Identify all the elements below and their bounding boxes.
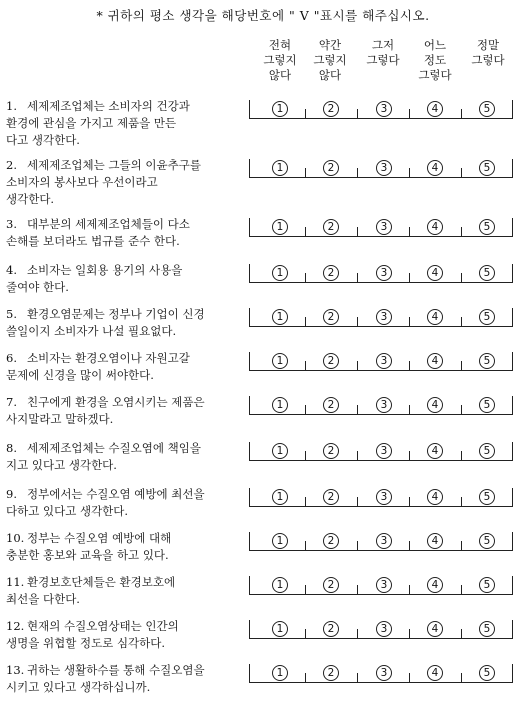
scale-tick bbox=[409, 673, 410, 682]
response-scale bbox=[249, 442, 513, 461]
question-text bbox=[6, 394, 250, 428]
question-text bbox=[6, 618, 250, 652]
option-circle-1[interactable]: 1 bbox=[272, 489, 288, 505]
option-circle-2[interactable]: 2 bbox=[323, 160, 339, 176]
question-text bbox=[6, 262, 250, 296]
question-number: 9. bbox=[6, 487, 17, 501]
option-circle-3[interactable]: 3 bbox=[376, 443, 392, 459]
scale-tick bbox=[409, 451, 410, 460]
scale-tick bbox=[409, 497, 410, 506]
question-row bbox=[0, 306, 526, 350]
option-circle-3[interactable]: 3 bbox=[376, 489, 392, 505]
question-body: 대부분의 세제제조업체들이 다소 손해를 보더라도 법규를 준수 한다. bbox=[6, 217, 190, 248]
response-scale bbox=[249, 664, 513, 683]
question-number: 7. bbox=[6, 395, 17, 409]
scale-tick bbox=[357, 227, 358, 236]
option-circle-4[interactable]: 4 bbox=[427, 577, 443, 593]
scale-tick bbox=[305, 405, 306, 414]
scale-tick bbox=[357, 317, 358, 326]
scale-tick bbox=[305, 273, 306, 282]
scale-header-row bbox=[0, 38, 526, 88]
question-number: 12. bbox=[6, 619, 25, 633]
question-row bbox=[0, 530, 526, 574]
question-number: 3. bbox=[6, 217, 17, 231]
scale-tick bbox=[461, 227, 462, 236]
scale-tick bbox=[461, 168, 462, 177]
response-scale bbox=[249, 352, 513, 371]
option-circle-4[interactable]: 4 bbox=[427, 353, 443, 369]
scale-tick bbox=[357, 168, 358, 177]
option-circle-2[interactable]: 2 bbox=[323, 533, 339, 549]
scale-tick bbox=[305, 541, 306, 550]
option-circle-3[interactable]: 3 bbox=[376, 309, 392, 325]
question-body: 환경오염문제는 정부나 기업이 신경 쓸일이지 소비자가 나설 필요없다. bbox=[6, 307, 205, 338]
response-scale bbox=[249, 159, 513, 178]
option-circle-5[interactable]: 5 bbox=[479, 160, 495, 176]
scale-tick bbox=[357, 497, 358, 506]
option-circle-3[interactable]: 3 bbox=[376, 265, 392, 281]
question-body: 친구에게 환경을 오염시키는 제품은 사지말라고 말하겠다. bbox=[6, 395, 205, 426]
option-circle-3[interactable]: 3 bbox=[376, 397, 392, 413]
option-circle-2[interactable]: 2 bbox=[323, 101, 339, 117]
option-circle-5[interactable]: 5 bbox=[479, 101, 495, 117]
question-body: 세제제조업체는 소비자의 건강과 환경에 관심을 가지고 제품을 만든 다고 생각한다. bbox=[6, 99, 190, 147]
question-text bbox=[6, 98, 250, 149]
question-body: 현재의 수질오염상태는 인간의 생명을 위협할 정도로 심각하다. bbox=[6, 619, 179, 650]
scale-tick bbox=[357, 361, 358, 370]
option-circle-1[interactable]: 1 bbox=[272, 353, 288, 369]
option-circle-5[interactable]: 5 bbox=[479, 397, 495, 413]
question-number: 8. bbox=[6, 441, 17, 455]
question-body: 소비자는 일회용 용기의 사용을 줄여야 한다. bbox=[6, 263, 183, 294]
question-text bbox=[6, 350, 250, 384]
scale-tick bbox=[461, 317, 462, 326]
option-circle-5[interactable]: 5 bbox=[479, 265, 495, 281]
option-circle-4[interactable]: 4 bbox=[427, 309, 443, 325]
scale-tick bbox=[461, 497, 462, 506]
question-row bbox=[0, 157, 526, 206]
option-circle-3[interactable]: 3 bbox=[376, 160, 392, 176]
question-number: 11. bbox=[6, 575, 25, 589]
option-circle-1[interactable]: 1 bbox=[272, 665, 288, 681]
question-body: 귀하는 생활하수를 통해 수질오염을 시키고 있다고 생각하십니까. bbox=[6, 663, 205, 694]
option-circle-5[interactable]: 5 bbox=[479, 621, 495, 637]
question-text bbox=[6, 574, 250, 608]
scale-header-2: 약간 그렇지 않다 bbox=[313, 38, 347, 82]
option-circle-4[interactable]: 4 bbox=[427, 665, 443, 681]
question-number: 10. bbox=[6, 531, 25, 545]
scale-tick bbox=[357, 273, 358, 282]
question-row bbox=[0, 486, 526, 530]
question-text bbox=[6, 486, 250, 520]
scale-tick bbox=[305, 585, 306, 594]
scale-tick bbox=[461, 405, 462, 414]
scale-tick bbox=[461, 273, 462, 282]
option-circle-4[interactable]: 4 bbox=[427, 397, 443, 413]
scale-tick bbox=[409, 585, 410, 594]
scale-tick bbox=[305, 497, 306, 506]
question-body: 소비자는 환경오염이나 자원고갈 문제에 신경을 많이 써야한다. bbox=[6, 351, 190, 382]
scale-tick bbox=[305, 109, 306, 118]
option-circle-1[interactable]: 1 bbox=[272, 533, 288, 549]
scale-tick bbox=[305, 629, 306, 638]
option-circle-1[interactable]: 1 bbox=[272, 397, 288, 413]
scale-header-3: 그저 그렇다 bbox=[366, 38, 400, 67]
scale-tick bbox=[409, 227, 410, 236]
option-circle-4[interactable]: 4 bbox=[427, 160, 443, 176]
response-scale bbox=[249, 264, 513, 283]
option-circle-1[interactable]: 1 bbox=[272, 577, 288, 593]
scale-tick bbox=[357, 541, 358, 550]
option-circle-2[interactable]: 2 bbox=[323, 621, 339, 637]
scale-tick bbox=[409, 629, 410, 638]
scale-tick bbox=[409, 273, 410, 282]
question-row bbox=[0, 662, 526, 706]
question-row bbox=[0, 216, 526, 260]
scale-tick bbox=[357, 451, 358, 460]
scale-tick bbox=[305, 227, 306, 236]
question-body: 세제제조업체는 수질오염에 책임을 지고 있다고 생각한다. bbox=[6, 441, 201, 472]
question-row bbox=[0, 618, 526, 662]
scale-tick bbox=[305, 168, 306, 177]
option-circle-4[interactable]: 4 bbox=[427, 265, 443, 281]
question-number: 2. bbox=[6, 158, 17, 172]
scale-tick bbox=[409, 109, 410, 118]
response-scale bbox=[249, 620, 513, 639]
response-scale bbox=[249, 576, 513, 595]
scale-tick bbox=[305, 317, 306, 326]
question-row bbox=[0, 350, 526, 394]
option-circle-1[interactable]: 1 bbox=[272, 265, 288, 281]
question-body: 환경보호단체들은 환경보호에 최선을 다한다. bbox=[6, 575, 176, 606]
response-scale bbox=[249, 218, 513, 237]
response-scale bbox=[249, 100, 513, 119]
scale-tick bbox=[461, 109, 462, 118]
question-number: 5. bbox=[6, 307, 17, 321]
question-text bbox=[6, 530, 250, 564]
scale-tick bbox=[305, 451, 306, 460]
question-number: 1. bbox=[6, 99, 17, 113]
option-circle-4[interactable]: 4 bbox=[427, 443, 443, 459]
option-circle-2[interactable]: 2 bbox=[323, 309, 339, 325]
question-number: 6. bbox=[6, 351, 17, 365]
question-body: 정부는 수질오염 예방에 대해 충분한 홍보와 교육을 하고 있다. bbox=[6, 531, 172, 562]
question-number: 13. bbox=[6, 663, 25, 677]
question-text bbox=[6, 157, 250, 208]
scale-tick bbox=[461, 585, 462, 594]
option-circle-4[interactable]: 4 bbox=[427, 533, 443, 549]
scale-tick bbox=[357, 673, 358, 682]
scale-tick bbox=[305, 361, 306, 370]
question-row bbox=[0, 98, 526, 147]
option-circle-3[interactable]: 3 bbox=[376, 353, 392, 369]
question-text bbox=[6, 662, 250, 696]
scale-tick bbox=[409, 317, 410, 326]
scale-tick bbox=[461, 361, 462, 370]
option-circle-2[interactable]: 2 bbox=[323, 665, 339, 681]
scale-tick bbox=[357, 405, 358, 414]
option-circle-4[interactable]: 4 bbox=[427, 621, 443, 637]
option-circle-5[interactable]: 5 bbox=[479, 309, 495, 325]
question-body: 세제제조업체는 그들의 이윤추구를 소비자의 봉사보다 우선이라고 생각한다. bbox=[6, 158, 201, 206]
option-circle-1[interactable]: 1 bbox=[272, 443, 288, 459]
scale-header-4: 어느 정도 그렇다 bbox=[418, 38, 452, 82]
option-circle-2[interactable]: 2 bbox=[323, 219, 339, 235]
scale-header-1: 전혀 그렇지 않다 bbox=[263, 38, 297, 82]
option-circle-5[interactable]: 5 bbox=[479, 665, 495, 681]
scale-tick bbox=[461, 673, 462, 682]
option-circle-1[interactable]: 1 bbox=[272, 160, 288, 176]
option-circle-5[interactable]: 5 bbox=[479, 443, 495, 459]
scale-tick bbox=[461, 541, 462, 550]
option-circle-3[interactable]: 3 bbox=[376, 533, 392, 549]
question-body: 정부에서는 수질오염 예방에 최선을 다하고 있다고 생각한다. bbox=[6, 487, 205, 518]
option-circle-5[interactable]: 5 bbox=[479, 219, 495, 235]
option-circle-2[interactable]: 2 bbox=[323, 265, 339, 281]
response-scale bbox=[249, 488, 513, 507]
scale-tick bbox=[409, 168, 410, 177]
option-circle-4[interactable]: 4 bbox=[427, 219, 443, 235]
option-circle-3[interactable]: 3 bbox=[376, 577, 392, 593]
option-circle-5[interactable]: 5 bbox=[479, 577, 495, 593]
option-circle-4[interactable]: 4 bbox=[427, 101, 443, 117]
option-circle-1[interactable]: 1 bbox=[272, 309, 288, 325]
option-circle-4[interactable]: 4 bbox=[427, 489, 443, 505]
scale-tick bbox=[357, 585, 358, 594]
scale-tick bbox=[357, 109, 358, 118]
scale-tick bbox=[409, 405, 410, 414]
question-text bbox=[6, 306, 250, 340]
question-row bbox=[0, 262, 526, 306]
option-circle-5[interactable]: 5 bbox=[479, 353, 495, 369]
question-text bbox=[6, 440, 250, 474]
option-circle-3[interactable]: 3 bbox=[376, 219, 392, 235]
scale-tick bbox=[357, 629, 358, 638]
question-row bbox=[0, 574, 526, 618]
scale-tick bbox=[461, 451, 462, 460]
question-row bbox=[0, 394, 526, 438]
instruction-text: * 귀하의 평소 생각을 해당번호에 " V "표시를 해주십시오. bbox=[96, 8, 430, 23]
option-circle-2[interactable]: 2 bbox=[323, 489, 339, 505]
scale-tick bbox=[409, 541, 410, 550]
question-number: 4. bbox=[6, 263, 17, 277]
option-circle-2[interactable]: 2 bbox=[323, 353, 339, 369]
option-circle-3[interactable]: 3 bbox=[376, 665, 392, 681]
option-circle-1[interactable]: 1 bbox=[272, 219, 288, 235]
scale-header-5: 정말 그렇다 bbox=[471, 38, 505, 67]
option-circle-2[interactable]: 2 bbox=[323, 397, 339, 413]
question-row bbox=[0, 440, 526, 484]
option-circle-5[interactable]: 5 bbox=[479, 533, 495, 549]
option-circle-3[interactable]: 3 bbox=[376, 621, 392, 637]
scale-tick bbox=[305, 673, 306, 682]
response-scale bbox=[249, 532, 513, 551]
response-scale bbox=[249, 396, 513, 415]
response-scale bbox=[249, 308, 513, 327]
option-circle-2[interactable]: 2 bbox=[323, 577, 339, 593]
option-circle-1[interactable]: 1 bbox=[272, 621, 288, 637]
option-circle-3[interactable]: 3 bbox=[376, 101, 392, 117]
option-circle-1[interactable]: 1 bbox=[272, 101, 288, 117]
scale-tick bbox=[461, 629, 462, 638]
question-text bbox=[6, 216, 250, 250]
option-circle-2[interactable]: 2 bbox=[323, 443, 339, 459]
scale-tick bbox=[409, 361, 410, 370]
option-circle-5[interactable]: 5 bbox=[479, 489, 495, 505]
